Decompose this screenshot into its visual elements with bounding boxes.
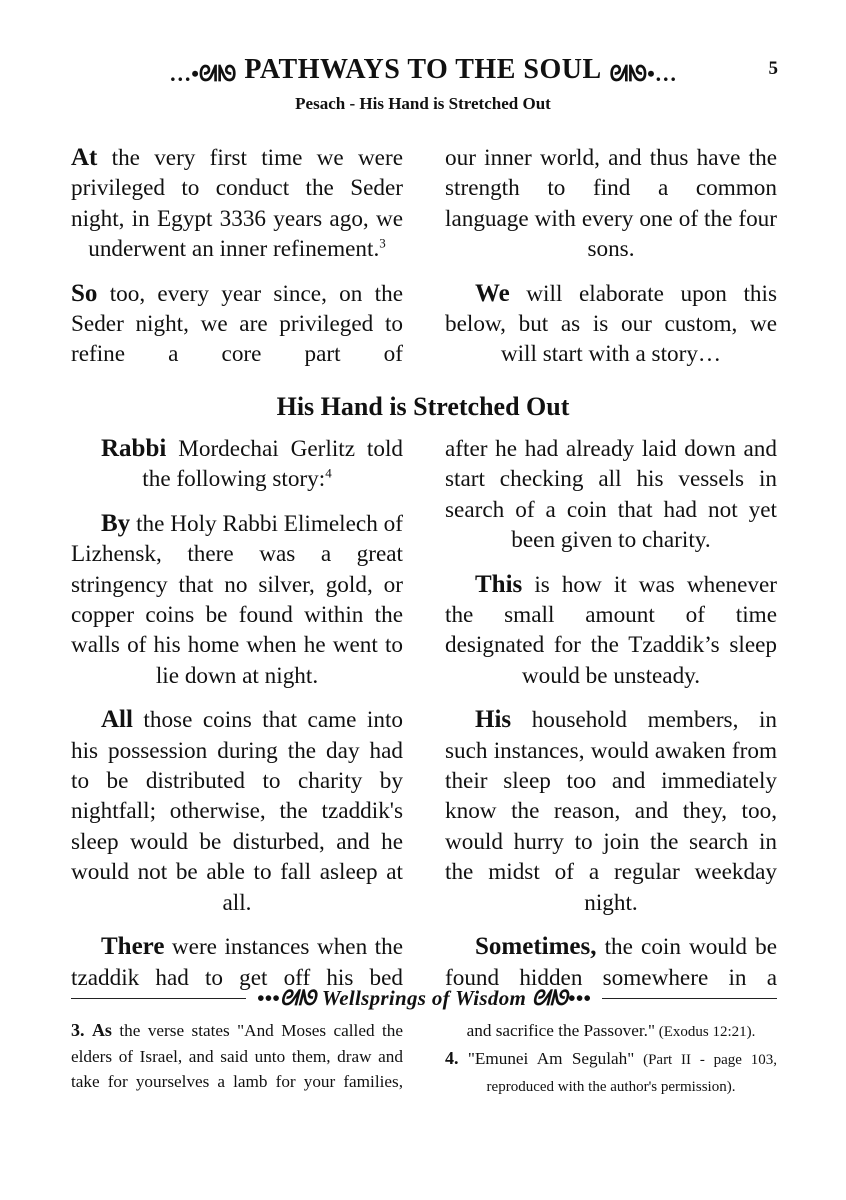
footnote-text: the verse states "And Moses called the elders of Israel, and said unto them, draw and take for yourselves a lamb for your families, [71, 1021, 403, 1091]
paragraph-lead: Sometimes, [475, 933, 597, 961]
title-ornament-left: …•ᘛᘚ [169, 61, 237, 87]
paragraph [445, 143, 777, 265]
paragraph-text: the coin would be found hidden somewhere in a [445, 934, 777, 991]
paragraph-lead: At [71, 144, 98, 171]
paragraph [71, 434, 403, 495]
footnote-4 [445, 1046, 777, 1101]
footnote-3 [71, 1018, 403, 1095]
paragraph-text: will elaborate upon this below, but as is our custom, we will start with a story… [445, 280, 777, 368]
paragraph-text: were instances when the tzaddik had to get off his bed [71, 934, 403, 991]
footnotes-right [445, 1018, 777, 1101]
chapter-subtitle: Pesach - His Hand is Stretched Out [295, 94, 551, 113]
paragraph-lead: So [71, 279, 98, 307]
paragraph-lead: Rabbi [101, 435, 167, 462]
title-row [0, 50, 846, 90]
page-number: 5 [768, 58, 778, 79]
paragraph-text: the Holy Rabbi Elimelech of Lizhensk, there was a great stringency that no silver, gold, or copper coins be found within the walls of his home when he went to lie down at night. [71, 510, 403, 689]
paragraph-text: the very first time we were privileged to conduct the Seder night, in Egypt 3336 years ago, we underwent an inner refinement. [71, 145, 403, 263]
paragraph [71, 279, 403, 370]
paragraph-lead: All [101, 706, 133, 734]
divider-ornament-right: ᘛᘚ••• [531, 986, 592, 1010]
paragraph-text: Mordechai Gerlitz told the following story: [142, 436, 403, 493]
paragraph [445, 932, 777, 993]
footnote-text: "Emunei Am Segulah" [458, 1048, 635, 1068]
footnote-divider [71, 986, 777, 1010]
footnote-ref: 4 [325, 465, 332, 481]
paragraph [445, 434, 777, 556]
running-title: PATHWAYS TO THE SOUL [244, 54, 602, 85]
paragraph [71, 509, 403, 691]
paragraph [445, 705, 777, 918]
paragraph-text: after he had already laid down and start checking all his vessels in search of a coin that had not yet been given to charity. [445, 436, 777, 554]
paragraph-lead: By [101, 509, 131, 537]
story-left-column [71, 434, 403, 1007]
footnote-text: and sacrifice the Passover." [466, 1021, 655, 1040]
paragraph [71, 143, 403, 265]
footnote-number: 3. [71, 1020, 85, 1040]
paragraph-text: those coins that came into his possession during the day had to be distributed to charity by nightfall; otherwise, the tzaddik's sleep would be disturbed, and he would not be able to fall asleep at all. [71, 707, 403, 916]
footnote-number: 4. [445, 1047, 459, 1068]
intro-left-column [71, 143, 403, 384]
paragraph-lead: There [101, 933, 165, 961]
paragraph [445, 279, 777, 370]
story-right-column [445, 434, 777, 1007]
section-title: His Hand is Stretched Out [276, 392, 570, 421]
paragraph-lead: His [475, 706, 512, 734]
intro-right-column [445, 143, 777, 384]
paragraph [71, 932, 403, 993]
divider-label [71, 986, 777, 1011]
paragraph-text: household members, in such instances, would awaken from their sleep too and immediately know the reason, and they, too, would hurry to join the search in the midst of a regular weekday night. [445, 707, 777, 916]
paragraph-text: is how it was whenever the small amount of time designated for the Tzaddik’s sleep would be unsteady. [445, 571, 777, 689]
paragraph-lead: This [475, 570, 523, 598]
paragraph-lead: We [475, 279, 510, 307]
footnote-lead: As [91, 1020, 112, 1040]
title-ornament-right: ᘛᘚ•… [609, 61, 677, 87]
footnote-ref: 3 [379, 235, 386, 251]
paragraph-text: too, every year since, on the Seder night, we are privileged to refine a core part of [71, 280, 403, 368]
paragraph-text: our inner world, and thus have the strength to find a common language with every one of the four sons. [445, 145, 777, 263]
footnote-ref: (Exodus 12:21). [654, 1024, 756, 1040]
paragraph [445, 570, 777, 692]
footnote-3-cont [445, 1018, 777, 1046]
divider-title: Wellsprings of Wisdom [321, 986, 527, 1010]
footnote-ref: (Part II - page 103, reproduced with the author's permission). [486, 1051, 777, 1095]
page-header [0, 50, 846, 114]
footnotes-left [71, 1018, 403, 1095]
paragraph [71, 705, 403, 918]
divider-ornament-left: •••ᘛᘚ [256, 986, 317, 1010]
